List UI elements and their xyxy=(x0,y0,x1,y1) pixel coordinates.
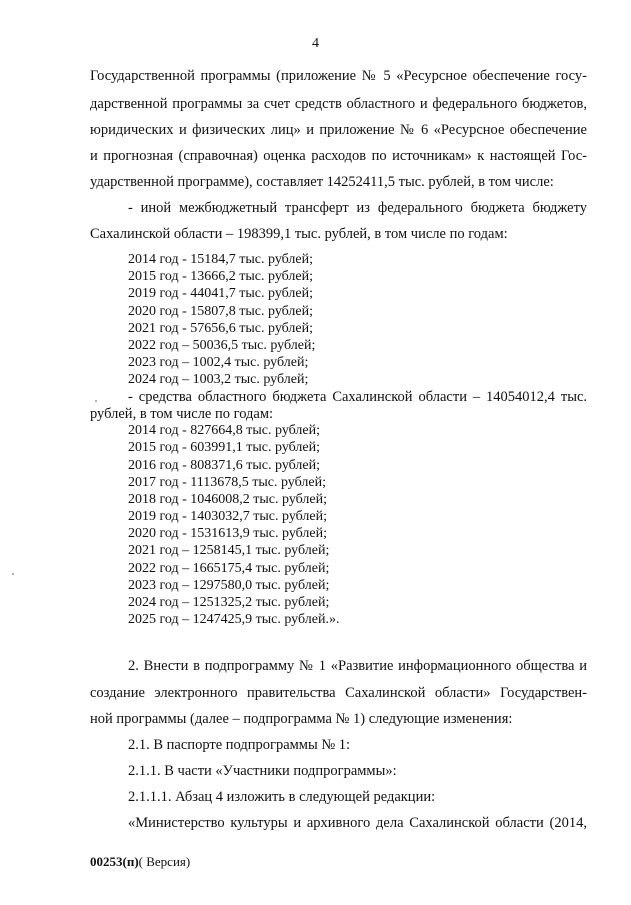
regional-year-item: 2020 год - 1531613,9 тыс. рублей; xyxy=(128,526,328,541)
regional-year-item: 2018 год - 1046008,2 тыс. рублей; xyxy=(128,492,328,507)
federal-year-item: 2023 год – 1002,4 тыс. рублей; xyxy=(128,355,309,370)
regional-year-item: 2015 год - 603991,1 тыс. рублей; xyxy=(128,440,321,455)
regional-intro-line-1: - средства областного бюджета Сахалинской области – 14054012,4 тыс. xyxy=(128,389,587,405)
regional-year-item: 2017 год - 1113678,5 тыс. рублей; xyxy=(128,475,326,490)
regional-year-item: 2025 год – 1247425,9 тыс. рублей.». xyxy=(128,612,340,627)
regional-year-item: 2016 год - 808371,6 тыс. рублей; xyxy=(128,458,321,473)
regional-year-item: 2014 год - 827664,8 тыс. рублей; xyxy=(128,423,321,438)
regional-year-item: 2023 год – 1297580,0 тыс. рублей; xyxy=(128,578,330,593)
regional-intro-line-2: рублей, в том числе по годам: xyxy=(90,406,274,422)
intro-line-2: дарственной программы за счет средств областного и федерального бюджетов, xyxy=(90,96,587,112)
quote-line: «Министерство культуры и архивного дела Сахалинской области (2014, xyxy=(128,815,587,831)
federal-year-item: 2022 год – 50036,5 тыс. рублей; xyxy=(128,338,316,353)
intro-line-5: ударственной программе), составляет 14252411,5 тыс. рублей, в том числе: xyxy=(90,174,554,190)
federal-year-item: 2019 год - 44041,7 тыс. рублей; xyxy=(128,286,314,301)
version-label: ( Версия) xyxy=(138,854,191,869)
document-code: 00253(п) xyxy=(90,854,139,869)
federal-year-item: 2014 год - 15184,7 тыс. рублей; xyxy=(128,252,314,267)
regional-year-item: 2022 год – 1665175,4 тыс. рублей; xyxy=(128,561,330,576)
federal-intro-line-1: - иной межбюджетный трансферт из федерального бюджета бюджету xyxy=(128,200,587,216)
item-2-1-1-1: 2.1.1.1. Абзац 4 изложить в следующей редакции: xyxy=(128,789,436,805)
federal-year-item: 2021 год - 57656,6 тыс. рублей; xyxy=(128,321,314,336)
intro-line-3: юридических и физических лиц» и приложение № 6 «Ресурсное обеспечение xyxy=(90,122,587,138)
item-2-line-2: создание электронного правительства Сахалинской области» Государствен- xyxy=(90,685,587,701)
intro-line-1: Государственной программы (приложение № 5 «Ресурсное обеспечение госу- xyxy=(90,68,587,84)
federal-year-item: 2015 год - 13666,2 тыс. рублей; xyxy=(128,269,314,284)
item-2-1: 2.1. В паспорте подпрограммы № 1: xyxy=(128,737,351,753)
item-2-line-1: 2. Внести в подпрограмму № 1 «Развитие информационного общества и xyxy=(128,658,587,674)
regional-year-item: 2021 год – 1258145,1 тыс. рублей; xyxy=(128,543,330,558)
federal-year-item: 2020 год - 15807,8 тыс. рублей; xyxy=(128,304,314,319)
item-2-line-3: ной программы (далее – подпрограмма № 1) следующие изменения: xyxy=(90,711,513,727)
federal-intro-line-2: Сахалинской области – 198399,1 тыс. рублей, в том числе по годам: xyxy=(90,226,508,242)
scan-speck xyxy=(95,400,97,402)
regional-year-item: 2019 год - 1403032,7 тыс. рублей; xyxy=(128,509,328,524)
federal-year-item: 2024 год – 1003,2 тыс. рублей; xyxy=(128,372,309,387)
scan-speck xyxy=(12,573,14,575)
footer xyxy=(90,854,190,870)
page-number: 4 xyxy=(312,36,319,51)
intro-line-4: и прогнозная (справочная) оценка расходов по источникам» к настоящей Гос- xyxy=(90,148,587,164)
item-2-1-1: 2.1.1. В части «Участники подпрограммы»: xyxy=(128,763,397,779)
regional-year-item: 2024 год – 1251325,2 тыс. рублей; xyxy=(128,595,330,610)
